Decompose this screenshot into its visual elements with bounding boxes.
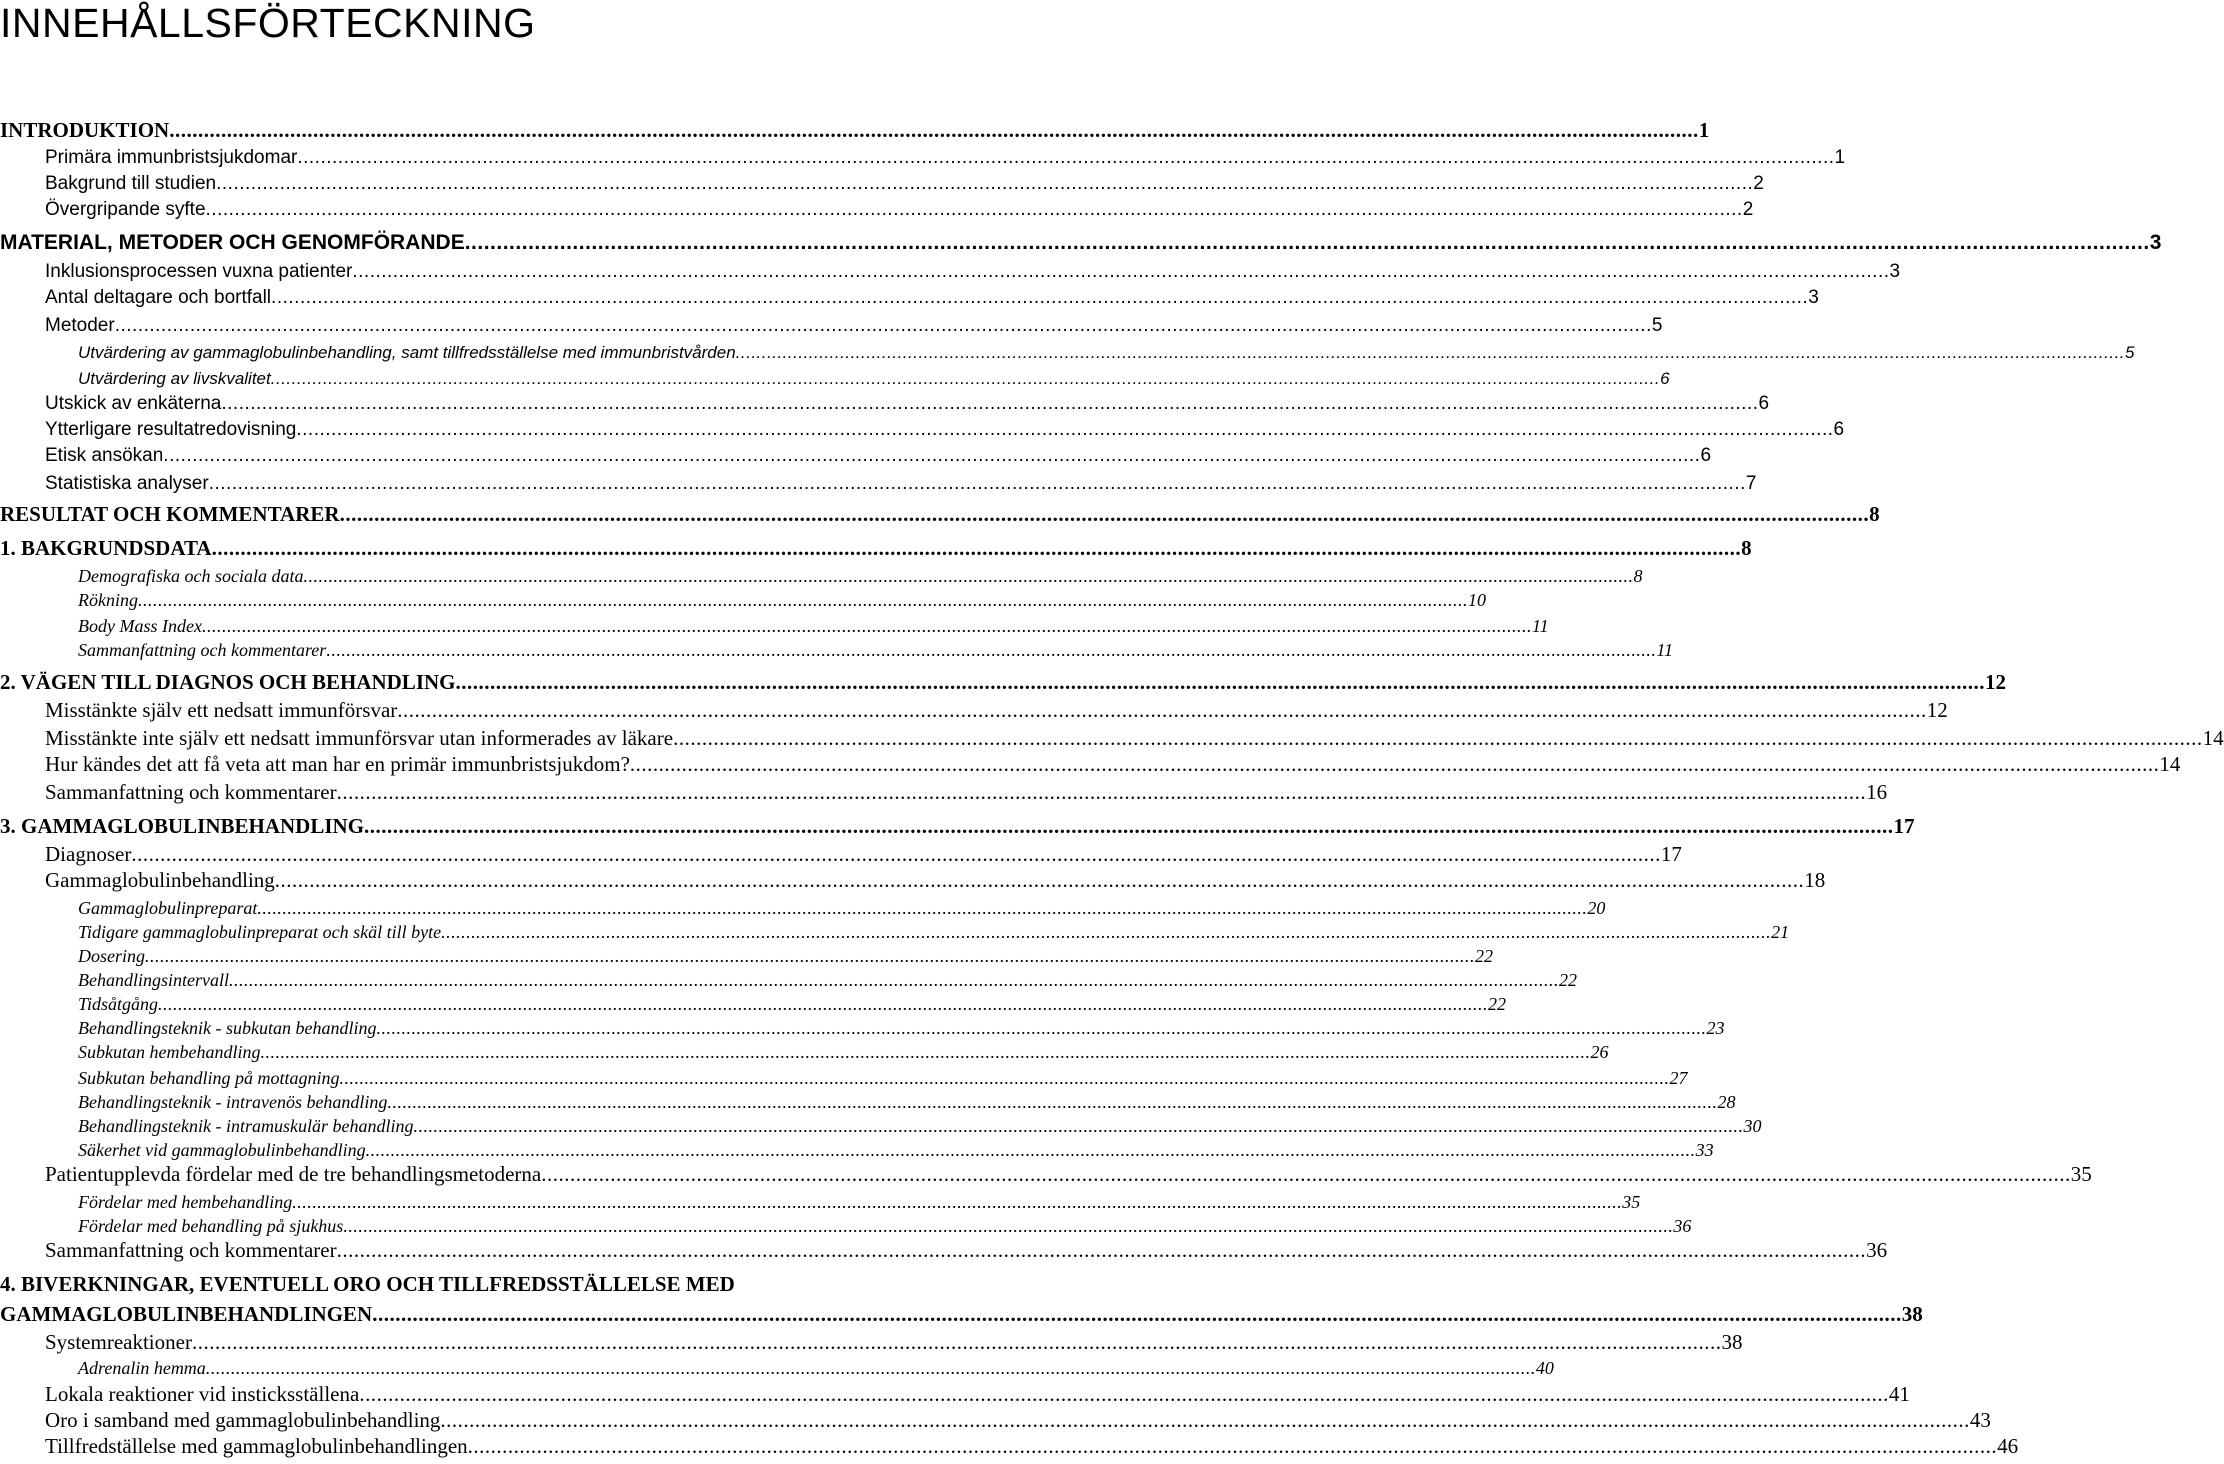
toc-page-number: 22 — [1558, 970, 1577, 990]
toc-page-number: 11 — [1531, 616, 1549, 636]
toc-entry[interactable] — [0, 414, 1845, 442]
toc-entry-title: Sammanfattning och kommentarer — [78, 640, 327, 660]
toc-leader-dots: .......................................................................................................................................................................................................................................................................... — [673, 726, 2203, 750]
toc-page-number: 36 — [1866, 1238, 1888, 1262]
toc-leader-dots: .......................................................................................................................................................................................................................................................................... — [228, 970, 1559, 990]
toc-page-number: 18 — [1804, 868, 1826, 892]
toc-entry-title: Hur kändes det att få veta att man har en primär immunbristsjukdom? — [45, 752, 630, 776]
toc-entry[interactable] — [0, 534, 1752, 562]
toc-leader-dots: .......................................................................................................................................................................................................................................................................... — [455, 670, 1985, 694]
toc-entry-title: Systemreaktioner — [45, 1330, 192, 1354]
toc-entry-title: Primära immunbristsjukdomar — [45, 147, 298, 168]
toc-entry[interactable] — [0, 1380, 1910, 1408]
toc-page-number: 6 — [1700, 445, 1712, 466]
toc-entry[interactable] — [0, 696, 1948, 724]
toc-entry-title: Behandlingsintervall — [78, 970, 229, 990]
toc-page-number: 33 — [1695, 1140, 1714, 1160]
toc-page-number: 27 — [1669, 1068, 1688, 1088]
toc-entry[interactable] — [0, 282, 1819, 310]
toc-page-number: 5 — [1651, 315, 1663, 336]
toc-page-number: 8 — [1633, 566, 1643, 586]
toc-entry[interactable] — [0, 1236, 1888, 1264]
toc-page-number: 46 — [1997, 1434, 2019, 1458]
toc-page-number: 35 — [2070, 1162, 2092, 1186]
toc-entry-title: Diagnoser — [45, 842, 132, 866]
toc-entry[interactable] — [0, 310, 1663, 338]
toc-leader-dots: .......................................................................................................................................................................................................................................................................... — [297, 147, 1835, 168]
toc-entry-title: 3. GAMMAGLOBULINBEHANDLING — [0, 814, 365, 838]
toc-entry-title: Demografiska och sociala data — [78, 566, 304, 586]
toc-entry[interactable] — [0, 168, 1764, 196]
toc-entry-title: Utvärdering av gammaglobulinbehandling, samt tillfredsställelse med immunbristvården — [78, 343, 736, 362]
toc-leader-dots: .......................................................................................................................................................................................................................................................................... — [158, 994, 1489, 1014]
toc-leader-dots: .......................................................................................................................................................................................................................................................................... — [296, 419, 1834, 440]
toc-page-number: 12 — [1985, 670, 2006, 694]
toc-entry[interactable] — [0, 194, 1754, 222]
toc-entry[interactable] — [0, 866, 1826, 894]
toc-leader-dots: .......................................................................................................................................................................................................................................................................... — [131, 842, 1661, 866]
toc-leader-dots: .......................................................................................................................................................................................................................................................................... — [336, 780, 1867, 804]
toc-leader-dots: .......................................................................................................................................................................................................................................................................... — [629, 752, 2160, 776]
toc-entry[interactable] — [0, 1036, 1609, 1064]
toc-entry[interactable] — [0, 1406, 1991, 1434]
toc-entry[interactable] — [0, 840, 1682, 868]
toc-entry-title: Tidigare gammaglobulinpreparat och skäl till byte — [78, 922, 442, 942]
toc-entry[interactable] — [0, 634, 1673, 662]
toc-page-number: 5 — [2125, 343, 2135, 362]
toc-leader-dots: .......................................................................................................................................................................................................................................................................... — [339, 502, 1870, 526]
toc-entry-title: 4. BIVERKNINGAR, EVENTUELL ORO OCH TILLFREDSSTÄLLELSE MED — [0, 1272, 735, 1296]
toc-entry[interactable] — [0, 362, 1670, 390]
toc-entry[interactable] — [0, 812, 1915, 840]
toc-leader-dots: .......................................................................................................................................................................................................................................................................... — [376, 1018, 1707, 1038]
toc-page-number: 12 — [1926, 698, 1948, 722]
toc-entry[interactable] — [0, 750, 2181, 778]
toc-page-number: 38 — [1901, 1302, 1923, 1326]
toc-leader-dots: .......................................................................................................................................................................................................................................................................... — [216, 173, 1754, 194]
toc-entry[interactable] — [0, 440, 1712, 468]
toc-page-number: 40 — [1535, 1358, 1554, 1378]
toc-entry-title: Metoder — [45, 315, 115, 336]
toc-leader-dots: .......................................................................................................................................................................................................................................................................... — [397, 698, 1927, 722]
toc-entry[interactable] — [0, 668, 2006, 696]
toc-entry-title: Adrenalin hemma — [78, 1358, 206, 1378]
toc-page-number: 14 — [2159, 752, 2181, 776]
toc-entry[interactable] — [0, 584, 1486, 612]
toc-entry[interactable] — [0, 500, 1880, 528]
toc-page-number: 20 — [1587, 898, 1606, 918]
toc-page-number: 14 — [2202, 726, 2224, 750]
toc-page-number: 6 — [1660, 369, 1670, 388]
toc-page-number: 2 — [1753, 173, 1764, 194]
toc-page-number: 22 — [1488, 994, 1507, 1014]
toc-leader-dots: .......................................................................................................................................................................................................................................................................... — [464, 231, 2150, 254]
toc-page-number: 21 — [1771, 922, 1790, 942]
toc-entry-title: Utvärdering av livskvalitet — [78, 369, 271, 388]
toc-page-number: 10 — [1468, 590, 1486, 610]
toc-leader-dots: .......................................................................................................................................................................................................................................................................... — [387, 1092, 1718, 1112]
toc-entry-title: Rökning — [78, 590, 138, 610]
toc-page-number: 3 — [1889, 261, 1901, 282]
toc-entry[interactable] — [0, 1270, 960, 1298]
toc-page-number: 1 — [1698, 118, 1710, 142]
toc-leader-dots: .......................................................................................................................................................................................................................................................................... — [205, 1358, 1536, 1378]
toc-page-number: 38 — [1721, 1330, 1743, 1354]
toc-leader-dots: .......................................................................................................................................................................................................................................................................... — [114, 315, 1652, 336]
toc-entry-title: Behandlingsteknik - intravenös behandling — [78, 1092, 388, 1112]
toc-entry-title: Sammanfattning och kommentarer — [45, 1238, 337, 1262]
toc-entry[interactable] — [0, 1210, 1692, 1238]
toc-entry-title: Statistiska analyser — [45, 473, 209, 494]
toc-leader-dots: .......................................................................................................................................................................................................................................................................... — [326, 640, 1657, 660]
toc-entry-title: Tidsåtgång — [78, 994, 159, 1014]
toc-leader-dots: .......................................................................................................................................................................................................................................................................... — [364, 814, 1894, 838]
toc-entry[interactable] — [0, 1352, 1554, 1380]
toc-page-number: 8 — [1869, 502, 1880, 526]
toc-page-number: 2 — [1742, 199, 1754, 220]
toc-entry-title: Gammaglobulinbehandling — [45, 868, 275, 892]
toc-page-number: 16 — [1866, 780, 1888, 804]
toc-entry-title: Lokala reaktioner vid insticksställena — [45, 1382, 360, 1406]
toc-page-number: 17 — [1660, 842, 1682, 866]
toc-entry[interactable] — [0, 228, 2162, 256]
toc-entry[interactable] — [0, 388, 1770, 416]
toc-entry-title: INTRODUKTION — [0, 118, 170, 142]
toc-entry[interactable] — [0, 256, 1901, 284]
toc-leader-dots: .......................................................................................................................................................................................................................................................................... — [339, 1068, 1670, 1088]
toc-entry-title: 1. BAKGRUNDSDATA — [0, 536, 212, 560]
toc-leader-dots: .......................................................................................................................................................................................................................................................................... — [735, 343, 2126, 362]
toc-entry-title: MATERIAL, METODER OCH GENOMFÖRANDE — [0, 231, 465, 254]
toc-page-number: 17 — [1893, 814, 1915, 838]
toc-leader-dots: .......................................................................................................................................................................................................................................................................... — [413, 1116, 1744, 1136]
toc-entry[interactable] — [0, 1134, 1714, 1162]
toc-entry-title: Gammaglobulinpreparat — [78, 898, 258, 918]
toc-page-number: 22 — [1475, 946, 1493, 966]
toc-leader-dots: .......................................................................................................................................................................................................................................................................... — [211, 536, 1742, 560]
toc-leader-dots: .......................................................................................................................................................................................................................................................................... — [191, 1330, 1722, 1354]
toc-entry-title: Tillfredställelse med gammaglobulinbehandlingen — [45, 1434, 468, 1458]
toc-leader-dots: .......................................................................................................................................................................................................................................................................... — [336, 1238, 1867, 1262]
toc-entry-title: Oro i samband med gammaglobulinbehandling — [45, 1408, 441, 1432]
toc-leader-dots: .......................................................................................................................................................................................................................................................................... — [270, 369, 1661, 388]
toc-leader-dots: .......................................................................................................................................................................................................................................................................... — [352, 261, 1890, 282]
page-title: INNEHÅLLSFÖRTECKNING — [0, 0, 536, 46]
toc-entry-title: Misstänkte själv ett nedsatt immunförsvar — [45, 698, 398, 722]
toc-entry[interactable] — [0, 142, 1846, 170]
toc-entry-title: Dosering — [78, 946, 145, 966]
toc-entry-title: Behandlingsteknik - subkutan behandling — [78, 1018, 377, 1038]
toc-entry[interactable] — [0, 778, 1888, 806]
toc-page-number: 35 — [1622, 1192, 1641, 1212]
toc-entry-title: Subkutan behandling på mottagning — [78, 1068, 340, 1088]
toc-entry-title: Ytterligare resultatredovisning — [45, 419, 297, 440]
toc-leader-dots: .......................................................................................................................................................................................................................................................................... — [205, 199, 1743, 220]
toc-entry-title: Utskick av enkäterna — [45, 393, 222, 414]
toc-entry[interactable] — [0, 116, 1710, 144]
toc-leader-dots: .......................................................................................................................................................................................................................................................................... — [169, 118, 1699, 142]
toc-entry-title: 2. VÄGEN TILL DIAGNOS OCH BEHANDLING — [0, 670, 456, 694]
toc-leader-dots: .......................................................................................................................................................................................................................................................................... — [257, 898, 1588, 918]
toc-leader-dots: .......................................................................................................................................................................................................................................................................... — [221, 393, 1759, 414]
toc-entry-title: Inklusionsprocessen vuxna patienter — [45, 261, 353, 282]
toc-entry-title: GAMMAGLOBULINBEHANDLINGEN — [0, 1302, 373, 1326]
toc-leader-dots: .......................................................................................................................................................................................................................................................................... — [208, 473, 1746, 494]
toc-leader-dots: .......................................................................................................................................................................................................................................................................... — [343, 1216, 1674, 1236]
toc-page-number: 26 — [1590, 1042, 1609, 1062]
toc-leader-dots: .......................................................................................................................................................................................................................................................................... — [292, 1192, 1623, 1212]
toc-entry-title: Patientupplevda fördelar med de tre behandlingsmetoderna — [45, 1162, 542, 1186]
toc-entry-title: Bakgrund till studien — [45, 173, 217, 194]
toc-entry[interactable] — [0, 724, 2224, 752]
toc-entry-title: Sammanfattning och kommentarer — [45, 780, 337, 804]
toc-page-number: 11 — [1656, 640, 1673, 660]
toc-leader-dots: .......................................................................................................................................................................................................................................................................... — [303, 566, 1634, 586]
toc-leader-dots: .......................................................................................................................................................................................................................................................................... — [541, 1162, 2071, 1186]
toc-entry-title: Behandlingsteknik - intramuskulär behandling — [78, 1116, 414, 1136]
toc-page-number: 3 — [1808, 287, 1819, 308]
toc-leader-dots: .......................................................................................................................................................................................................................................................................... — [163, 445, 1701, 466]
toc-page-number: 23 — [1706, 1018, 1725, 1038]
toc-leader-dots: .......................................................................................................................................................................................................................................................................... — [365, 1140, 1696, 1160]
toc-page-number: 3 — [2149, 231, 2162, 254]
toc-entry[interactable] — [0, 468, 1757, 496]
toc-entry[interactable] — [0, 1160, 2092, 1188]
toc-page-number: 6 — [1758, 393, 1770, 414]
toc-entry-title: RESULTAT OCH KOMMENTARER — [0, 502, 340, 526]
toc-entry-title: Etisk ansökan — [45, 445, 164, 466]
toc-entry-title: Antal deltagare och bortfall — [45, 287, 272, 308]
toc-page-number: 1 — [1834, 147, 1846, 168]
toc-page-number: 43 — [1969, 1408, 1991, 1432]
toc-page-number: 8 — [1741, 536, 1752, 560]
toc-entry-title: Övergripande syfte — [45, 199, 206, 220]
toc-leader-dots: .......................................................................................................................................................................................................................................................................... — [271, 287, 1809, 308]
toc-entry[interactable] — [0, 1300, 1923, 1328]
toc-leader-dots: .......................................................................................................................................................................................................................................................................... — [467, 1434, 1998, 1458]
toc-entry-title: Body Mass Index — [78, 616, 202, 636]
toc-leader-dots: .......................................................................................................................................................................................................................................................................... — [145, 946, 1475, 966]
toc-page-number: 36 — [1673, 1216, 1692, 1236]
toc-page-number: 30 — [1743, 1116, 1762, 1136]
toc-entry[interactable] — [0, 336, 2135, 364]
toc-leader-dots: .......................................................................................................................................................................................................................................................................... — [441, 922, 1772, 942]
toc-leader-dots: .......................................................................................................................................................................................................................................................................... — [372, 1302, 1902, 1326]
toc-page-number: 28 — [1717, 1092, 1736, 1112]
toc-page-number: 7 — [1745, 473, 1757, 494]
toc-leader-dots: .......................................................................................................................................................................................................................................................................... — [274, 868, 1805, 892]
toc-entry-title: Säkerhet vid gammaglobulinbehandling — [78, 1140, 366, 1160]
toc-entry-title: Fördelar med behandling på sjukhus — [78, 1216, 344, 1236]
toc-entry-title: Fördelar med hembehandling — [78, 1192, 293, 1212]
toc-entry-title: Misstänkte inte själv ett nedsatt immunförsvar utan informerades av läkare — [45, 726, 674, 750]
toc-entry[interactable] — [0, 1432, 2019, 1460]
toc-leader-dots: .......................................................................................................................................................................................................................................................................... — [201, 616, 1532, 636]
toc-leader-dots: .......................................................................................................................................................................................................................................................................... — [359, 1382, 1889, 1406]
toc-leader-dots: .......................................................................................................................................................................................................................................................................... — [138, 590, 1468, 610]
toc-leader-dots: .......................................................................................................................................................................................................................................................................... — [440, 1408, 1970, 1432]
toc-page-number: 41 — [1888, 1382, 1910, 1406]
toc-leader-dots: .......................................................................................................................................................................................................................................................................... — [260, 1042, 1591, 1062]
toc-page-number: 6 — [1833, 419, 1845, 440]
toc-entry-title: Subkutan hembehandling — [78, 1042, 261, 1062]
